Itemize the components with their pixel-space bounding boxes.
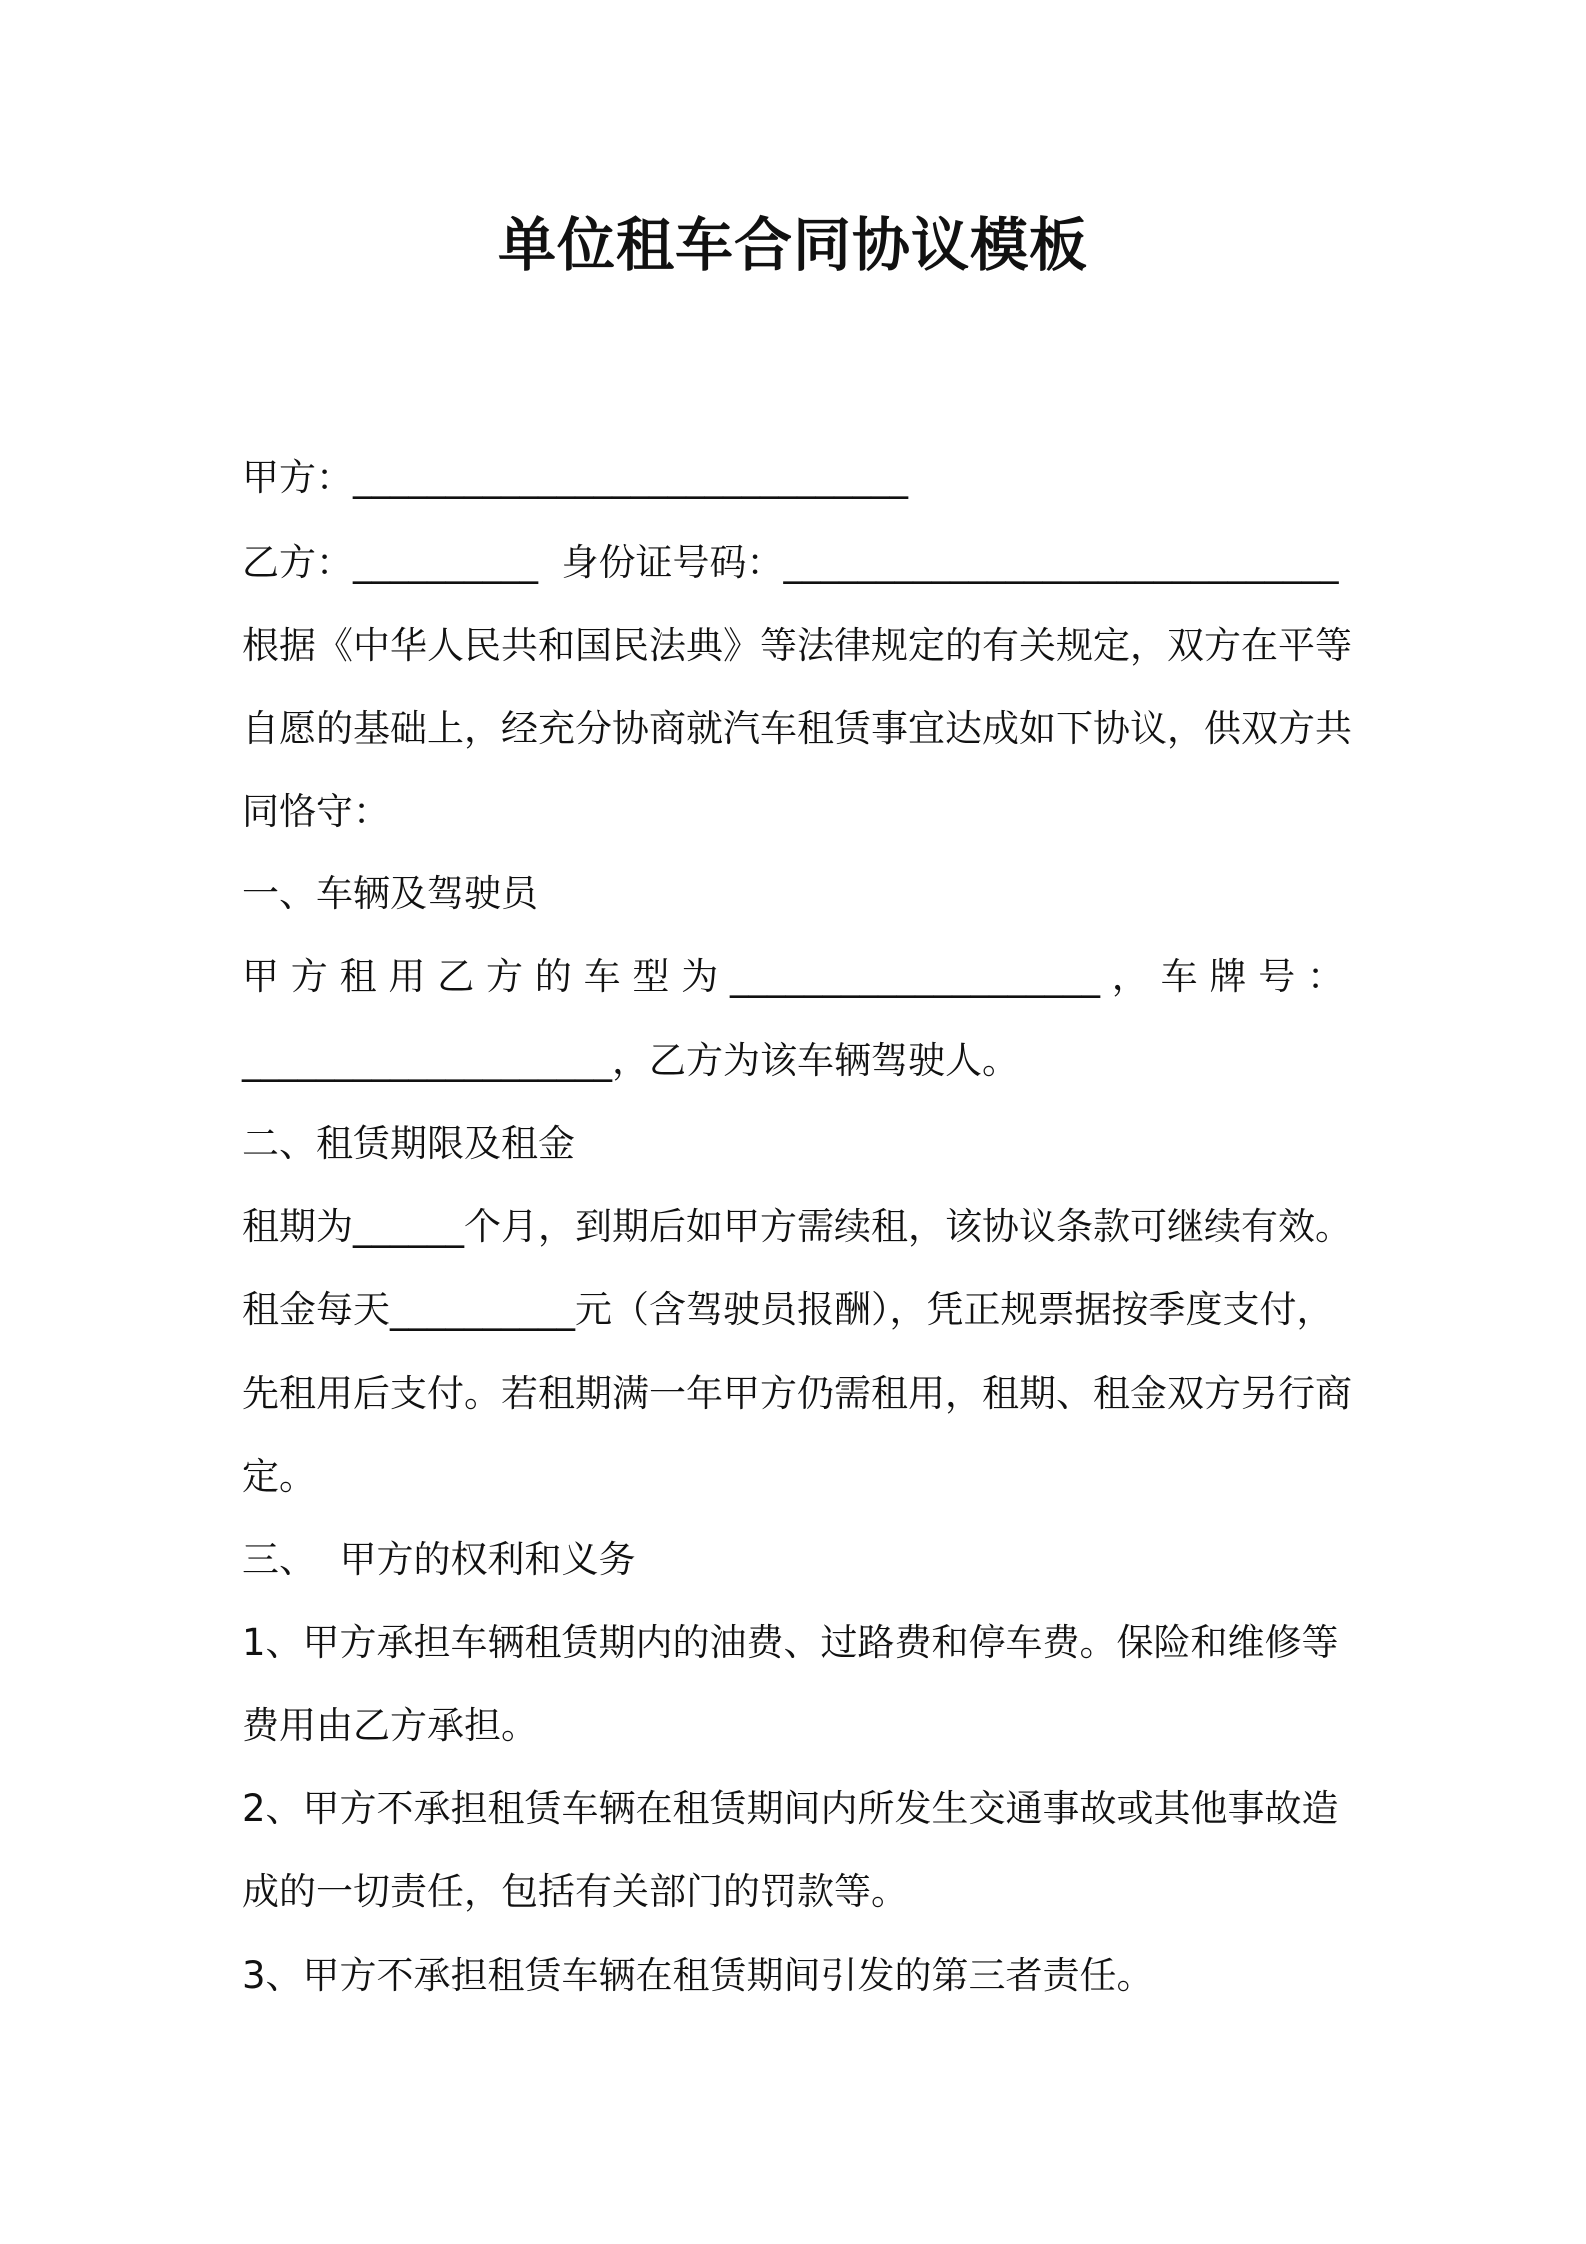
rent-line-3: 定。 <box>242 1455 316 1498</box>
section-2-heading: 二、租赁期限及租金 <box>242 1122 575 1165</box>
rent-line-2: 先租用后支付。若租期满一年甲方仍需租用，租期、租金双方另行商 <box>242 1372 1352 1415</box>
clause-2-line-1: 2、甲方不承担租赁车辆在租赁期间内所发生交通事故或其他事故造 <box>242 1787 1339 1830</box>
section-3-heading: 三、 甲方的权利和义务 <box>242 1538 636 1581</box>
clause-1-line-2: 费用由乙方承担。 <box>242 1704 538 1747</box>
preamble-line-3: 同恪守： <box>242 790 390 833</box>
rent-line-1: 租金每天__________元（含驾驶员报酬），凭正规票据按季度支付， <box>242 1288 1334 1331</box>
clause-3-line: 3、甲方不承担租赁车辆在租赁期间引发的第三者责任。 <box>242 1954 1154 1997</box>
section-1-heading: 一、车辆及驾驶员 <box>242 872 538 915</box>
preamble-line-2: 自愿的基础上，经充分协商就汽车租赁事宜达成如下协议，供双方共 <box>242 707 1352 750</box>
party-a-line: 甲方：______________________________ <box>242 456 908 499</box>
vehicle-model-line: 甲方租用乙方的车型为____________________，车牌号： <box>242 955 1344 998</box>
document-title: 单位租车合同协议模板 <box>497 211 1088 279</box>
party-b-line: 乙方：__________ 身份证号码：______________________________ <box>242 541 1339 584</box>
clause-2-line-2: 成的一切责任，包括有关部门的罚款等。 <box>242 1870 908 1913</box>
preamble-line-1: 根据《中华人民共和国民法典》等法律规定的有关规定，双方在平等 <box>242 624 1352 667</box>
clause-1-line-1: 1、甲方承担车辆租赁期内的油费、过路费和停车费。保险和维修等 <box>242 1621 1339 1664</box>
plate-number-line: ____________________，乙方为该车辆驾驶人。 <box>242 1039 1019 1082</box>
lease-term-line: 租期为______个月，到期后如甲方需续租，该协议条款可继续有效。 <box>242 1205 1352 1248</box>
